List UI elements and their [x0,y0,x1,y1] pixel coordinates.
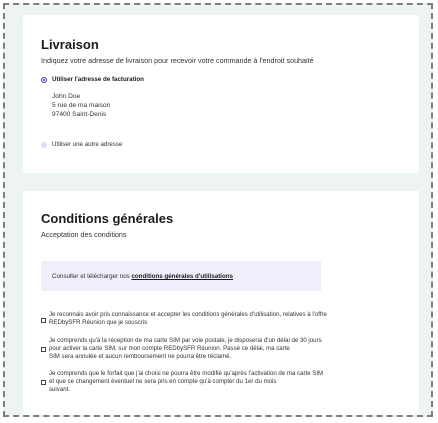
billing-address-option-label[interactable]: Utiliser l'adresse de facturation [52,76,144,83]
condition-2-text: Je comprends qu'à la réception de ma carte SIM par voie postale, je disposerai d'un délai de 30 jours pour activer la carte SIM, sur mon compte REDbySFR Réunion. Passé ce délai, ma carte SIM sera annulée et aucun remboursement ne pourra être réclamé. [49,337,322,360]
address-city: 97400 Saint-Denis [52,111,107,118]
address-street: 5 rue de ma maison [52,102,111,109]
other-address-radio[interactable] [41,142,47,148]
page-frame [3,3,433,417]
other-address-option-label[interactable]: Utiliser une autre adresse [52,141,123,148]
conditions-title: Conditions générales [41,211,174,226]
conditions-link[interactable]: conditions générales d'utilisations [131,273,233,280]
notice-text: Consulter et télécharger nos [52,273,132,280]
conditions-subtitle: Acceptation des conditions [41,230,127,239]
condition-1-text: Je reconnais avoir pris connaissance et accepter les conditions générales d'utilisation, relatives à l'offre REDbySFR Réunion que je souscris [49,311,327,326]
conditions-card [23,191,419,417]
delivery-card [23,15,419,173]
address-name: John Doe [52,93,81,100]
plan-change-checkbox[interactable] [41,380,46,385]
condition-3-text: Je comprends que le forfait que j'ai choisi ne pourra être modifié qu'après l'activation de ma carte SIM et que ce changement éventuel ne sera pris en compte qu'à compter du 1er du mois suivant. [49,370,324,393]
sim-activation-checkbox[interactable] [41,347,46,352]
conditions-notice [41,261,321,291]
delivery-subtitle: Indiquez votre adresse de livraison pour recevoir votre commande à l'endroit souhaité [41,56,314,65]
accept-conditions-checkbox[interactable] [41,318,46,323]
billing-address-radio[interactable] [41,77,47,83]
delivery-title: Livraison [41,37,99,52]
